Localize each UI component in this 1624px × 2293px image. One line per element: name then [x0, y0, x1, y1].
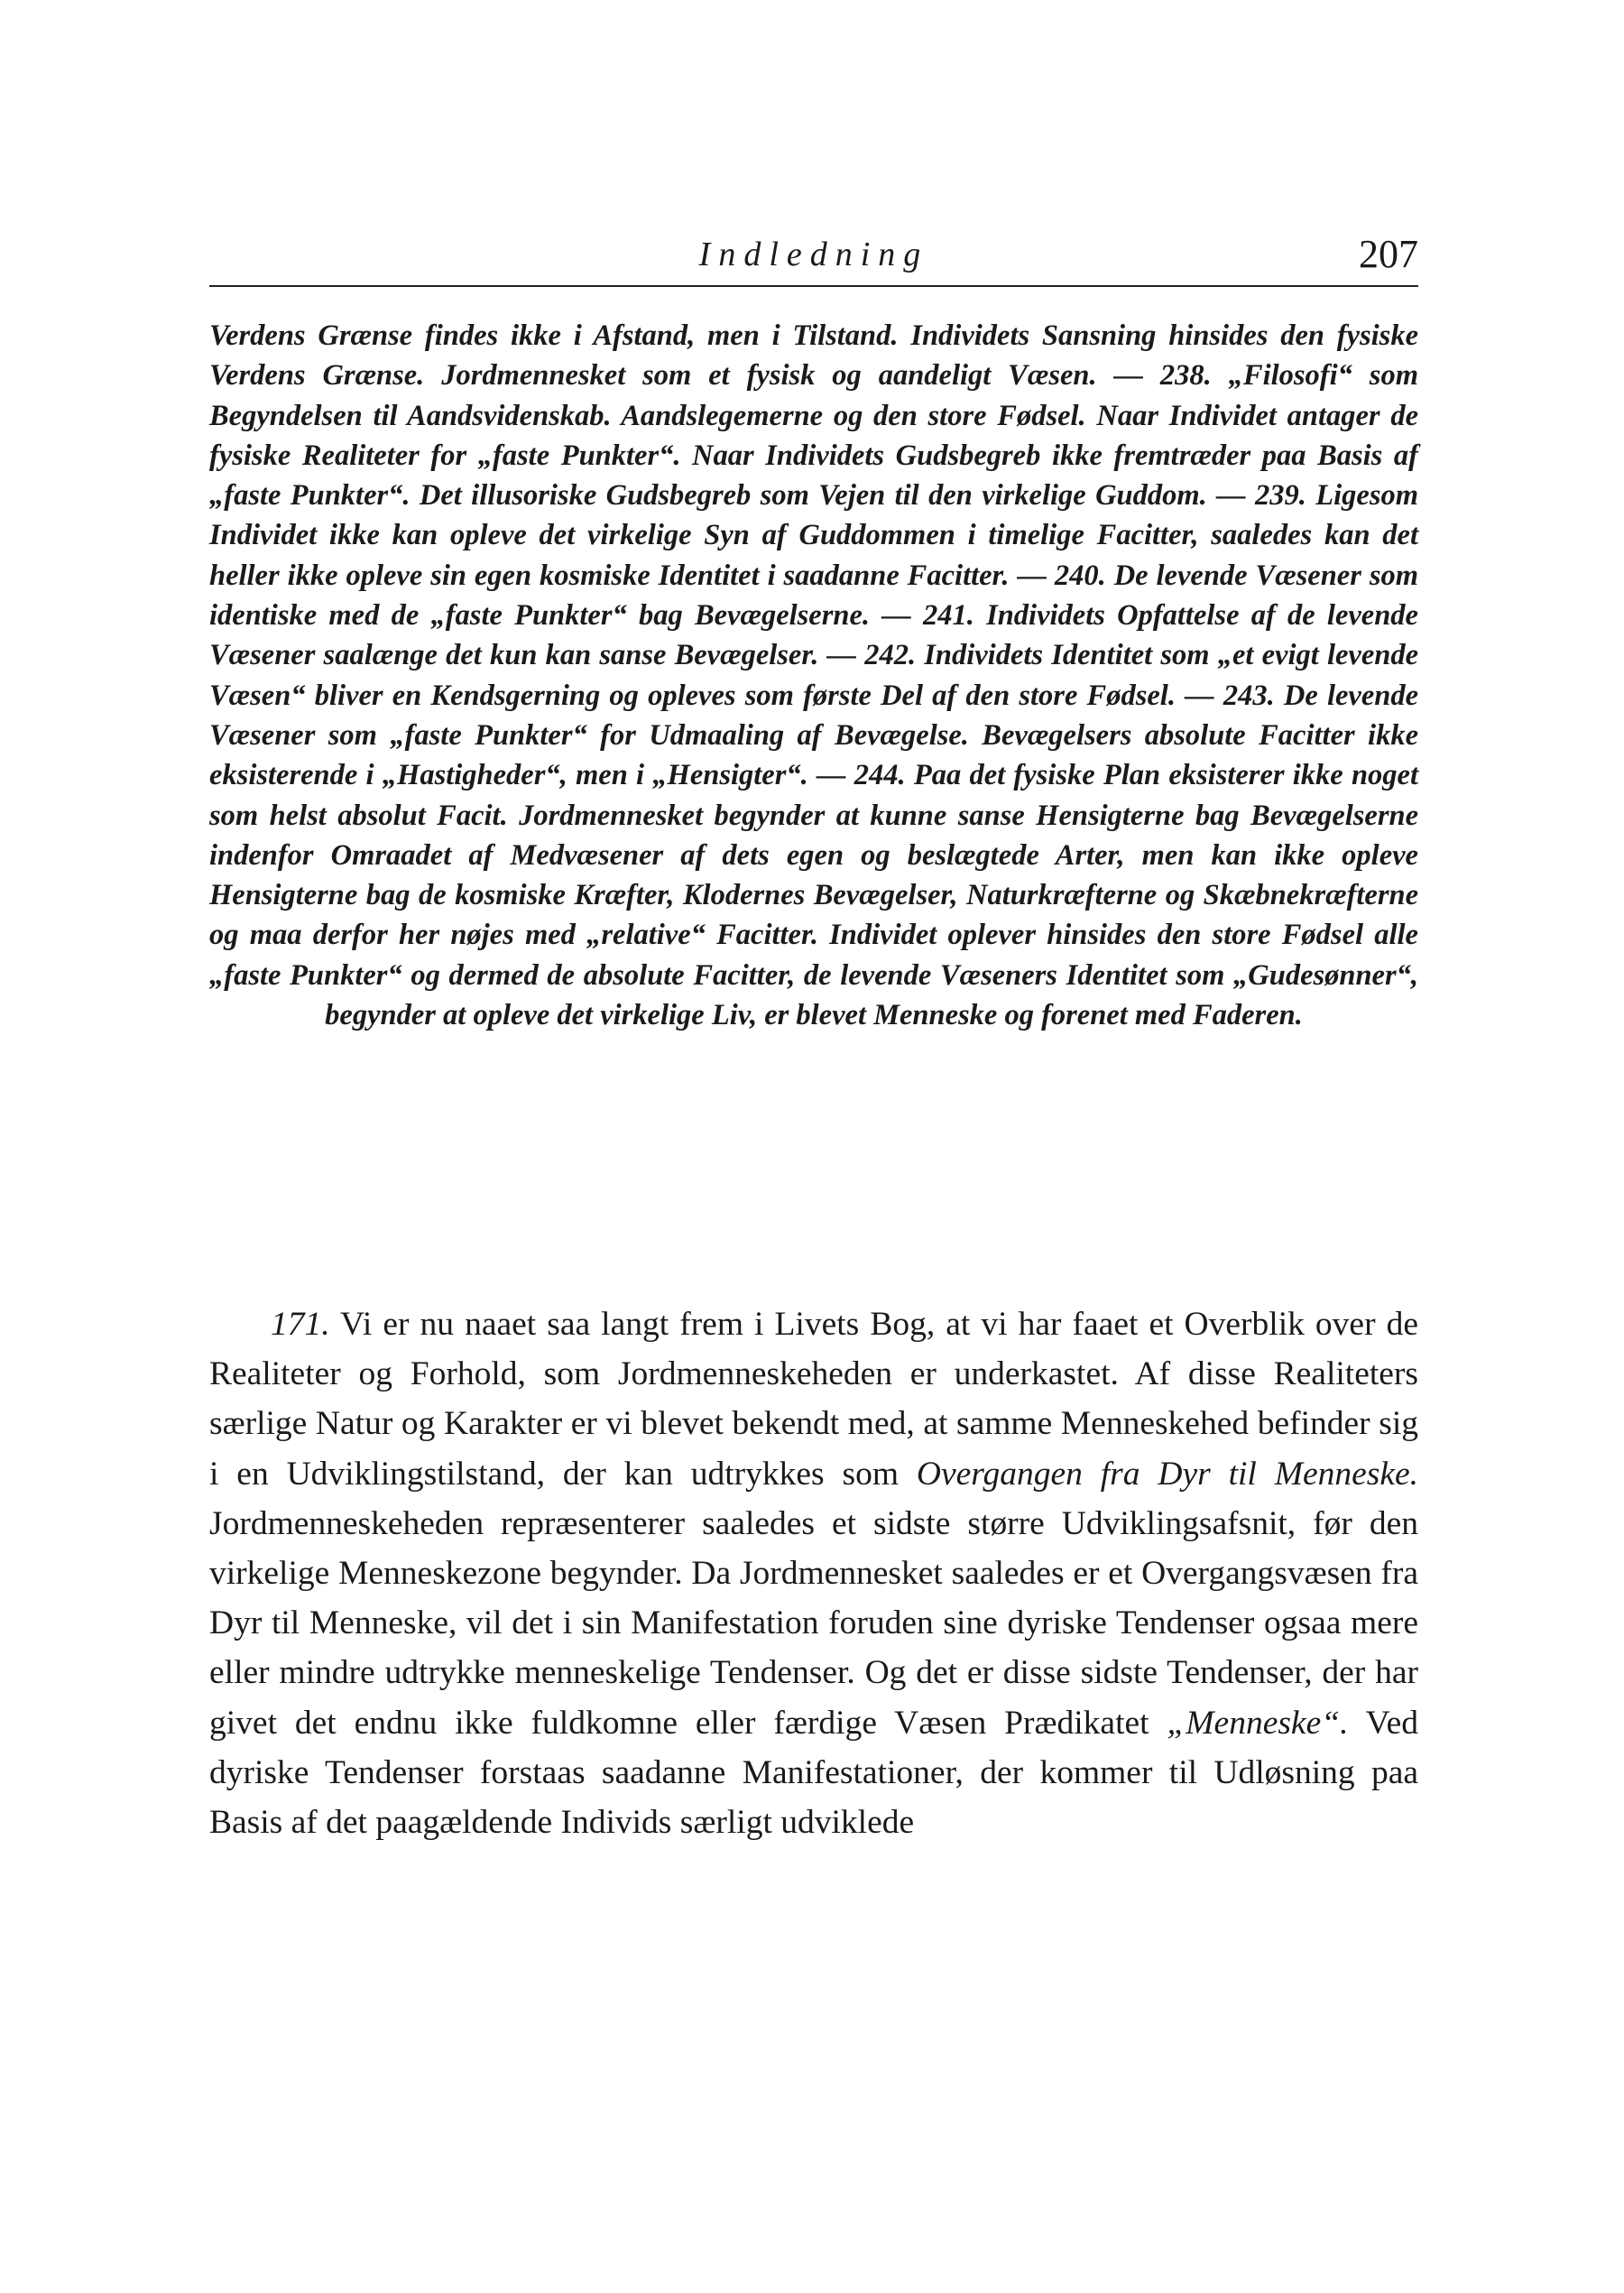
chapter-summary: Verdens Grænse findes ikke i Afstand, men i Tilstand. Individets Sansning hinsides den fysiske Verdens Grænse. Jordmennesket som et fysisk og aandeligt Væsen. — 238. „Filosofi“ som Begyndelsen til Aandsvidenskab. Aandslegemerne og den store Fødsel. Naar Individet antager de fysiske Realiteter for „faste Punkter“. Naar Individets Gudsbegreb ikke fremtræder paa Basis af „faste Punkter“. Det illusoriske Gudsbegreb som Vejen til den virkelige Guddom. — 239. Ligesom Individet ikke kan opleve det virkelige Syn af Guddommen i timelige Facitter, saaledes kan det heller ikke opleve sin egen kosmiske Identitet i saadanne Facitter. — 240. De levende Væsener som identiske med de „faste Punkter“ bag Bevægelserne. — 241. Individets Opfattelse af de levende Væsener saalænge det kun kan sanse Bevægelser. — 242. Individets Identitet som „et evigt levende Væsen“ bliver en Kendsgerning og opleves som første Del af den store Fødsel. — 243. De levende Væsener som „faste Punkter“ for Udmaaling af Bevægelse. Bevægelsers absolute Facitter ikke eksisterende i „Hastigheder“, men i „Hensigter“. — 244. Paa det fysiske Plan eksisterer ikke noget som helst absolut Facit. Jordmennesket begynder at kunne sanse Hensigterne bag Bevægelserne indenfor Omraadet af Medvæsener af dets egen og beslægtede Arter, men kan ikke opleve Hensigterne bag de kosmiske Kræfter, Klodernes Bevægelser, Naturkræfterne og Skæbnekræfterne og maa derfor her nøjes med „relative“ Facitter. Individet oplever hinsides den store Fødsel alle „faste Punkter“ og dermed de absolute Facitter, de levende Væseners Identitet som „Gudesønner“, begynder at opleve det virkelige Liv, er blevet Menneske og forenet med Faderen. — [209, 319, 1418, 1032]
body-text-part-1: Vi er nu naaet saa langt frem i Livets Bog, at vi har faaet et Overblik over de Realiteter og Forhold, som Jordmenneskeheden er underkastet. Af disse Realiteters særlige Natur og Karakter er vi blevet bekendt med, at samme Menneskehed befinder sig i en Udviklingstilstand, der kan udtrykkes som — [209, 1306, 1419, 1493]
page-number: 207 — [1359, 232, 1418, 276]
header-rule — [209, 285, 1418, 287]
emphasis-overgangen: Overgangen fra Dyr til Menneske. — [916, 1455, 1419, 1493]
body-paragraph — [209, 1299, 1418, 1847]
body-text-part-2: Jordmenneskeheden repræsenterer saaledes et sidste større Udviklingsafsnit, før den virkelige Menneskezone begynder. Da Jordmennesket saaledes er et Overgangsvæsen fra Dyr til Menneske, vil det i sin Manifestation foruden sine dyriske Tendenser ogsaa mere eller mindre udtrykke menneskelige Tendenser. Og det er disse sidste Tendenser, der har givet det endnu ikke fuldkomne eller færdige Væsen Prædikatet — [209, 1504, 1418, 1742]
running-title: Indledning — [698, 236, 929, 273]
body-text-part-3: Ved dyriske Tendenser forstaas saadanne Manifestationer, der kommer til Udløsning paa Basis af det paagældende Individs særligt udviklede — [209, 1704, 1418, 1842]
emphasis-menneske: „Menneske“. — [1167, 1704, 1349, 1742]
running-head — [209, 227, 1418, 285]
section-number: 171. — [271, 1306, 330, 1343]
